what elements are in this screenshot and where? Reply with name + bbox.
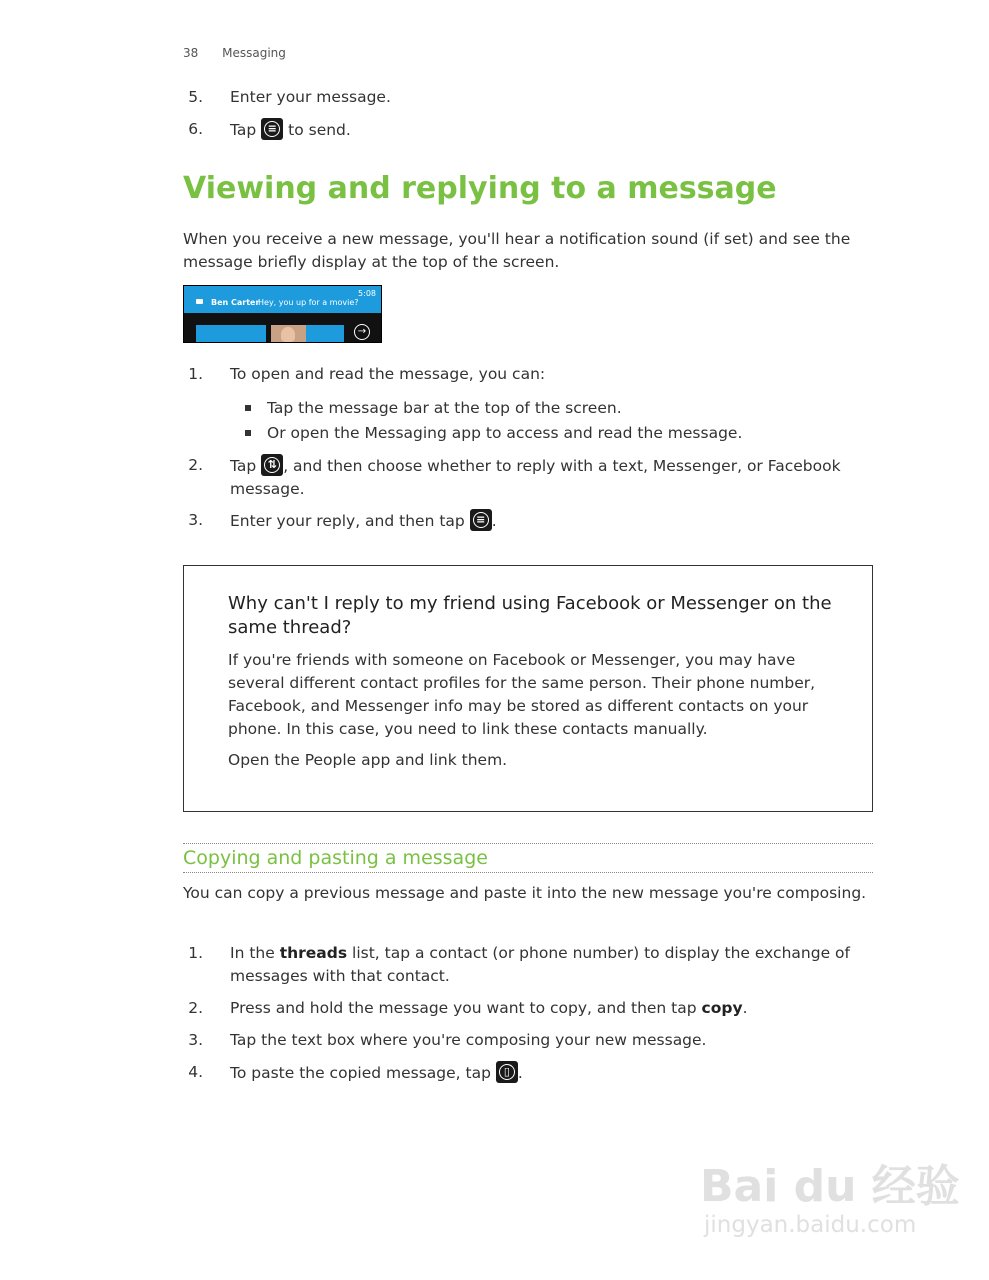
copy-intro: You can copy a previous message and paste it into the new message you're composing. — [183, 884, 867, 902]
step-number: 1. — [188, 944, 203, 962]
switch-icon: ⇅ — [261, 454, 283, 476]
threads-term: threads — [279, 944, 348, 962]
step-number: 3. — [188, 1031, 203, 1049]
divider — [183, 843, 873, 844]
faq-body: If you're friends with someone on Facebook or Messenger, you may have several different contact profiles for the same person. Their phone number, Facebook, and Messenger info may be stored as different contacts on your phone. In this case, you need to link these contacts manually. — [228, 651, 816, 738]
bullet-item: Or open the Messaging app to access and read the message. — [245, 422, 885, 446]
baidu-watermark — [700, 1150, 960, 1250]
page-number: 38 — [183, 46, 199, 60]
step-5 — [183, 86, 883, 110]
page-title: Viewing and replying to a message — [183, 171, 777, 206]
section-name: Messaging — [222, 46, 286, 60]
notification-screenshot — [183, 285, 382, 343]
reply-step-1 — [183, 363, 883, 387]
step-text: Tap ≡ to send. — [230, 118, 870, 142]
bullet-icon — [245, 405, 251, 411]
step-text: To paste the copied message, tap ▯ . — [230, 1061, 870, 1085]
faq-title: Why can't I reply to my friend using Facebook or Messenger on the same thread? — [228, 593, 832, 638]
watermark-logo: Bai du 经验 — [700, 1161, 960, 1212]
step-text: Tap the text box where you're composing your new message. — [230, 1031, 707, 1049]
reply-step-2 — [183, 454, 883, 502]
tile — [306, 325, 344, 342]
section-heading: Copying and pasting a message — [183, 847, 488, 869]
copy-step-2 — [183, 997, 883, 1021]
clock: 5:08 — [358, 289, 376, 298]
arrow-right-icon: → — [354, 324, 370, 340]
step-text: Press and hold the message you want to copy, and then tap copy. — [230, 999, 748, 1017]
step-text: In the threads list, tap a contact (or phone number) to display the exchange of messages with that contact. — [230, 944, 850, 985]
intro-paragraph: When you receive a new message, you'll hear a notification sound (if set) and see the message briefly display at the top of the screen. — [183, 230, 851, 271]
page-header — [183, 46, 286, 60]
send-icon: ≡ — [470, 509, 492, 531]
paste-icon: ▯ — [496, 1061, 518, 1083]
step-number: 5. — [188, 88, 203, 106]
copy-step-1 — [183, 942, 883, 990]
copy-step-3 — [183, 1029, 883, 1053]
reply-step-3 — [183, 509, 883, 533]
step-number: 6. — [188, 120, 203, 138]
message-icon — [196, 299, 203, 304]
tile — [196, 325, 266, 342]
step-number: 2. — [188, 456, 203, 474]
step-text: To open and read the message, you can: — [230, 365, 546, 383]
watermark-url: jingyan.baidu.com — [704, 1212, 917, 1238]
step-number: 4. — [188, 1063, 203, 1081]
send-icon: ≡ — [261, 118, 283, 140]
step-text: Tap ⇅ , and then choose whether to reply with a text, Messenger, or Facebook message. — [230, 454, 870, 501]
bullet-icon — [245, 430, 251, 436]
bullet-item: Tap the message bar at the top of the screen. — [245, 397, 885, 421]
step-text: Enter your reply, and then tap ≡ . — [230, 509, 870, 533]
step-6 — [183, 118, 883, 142]
step-number: 3. — [188, 511, 203, 529]
copy-step-4 — [183, 1061, 883, 1085]
faq-box — [183, 565, 873, 812]
step-number: 2. — [188, 999, 203, 1017]
sender-name: Ben Carter — [211, 298, 260, 307]
copy-term: copy — [701, 999, 743, 1017]
step-text: Enter your message. — [230, 88, 391, 106]
message-preview: Hey, you up for a movie? — [258, 298, 359, 307]
faq-tip: Open the People app and link them. — [228, 751, 508, 769]
step-number: 1. — [188, 365, 203, 383]
photo-tile — [271, 325, 306, 342]
divider — [183, 872, 873, 873]
